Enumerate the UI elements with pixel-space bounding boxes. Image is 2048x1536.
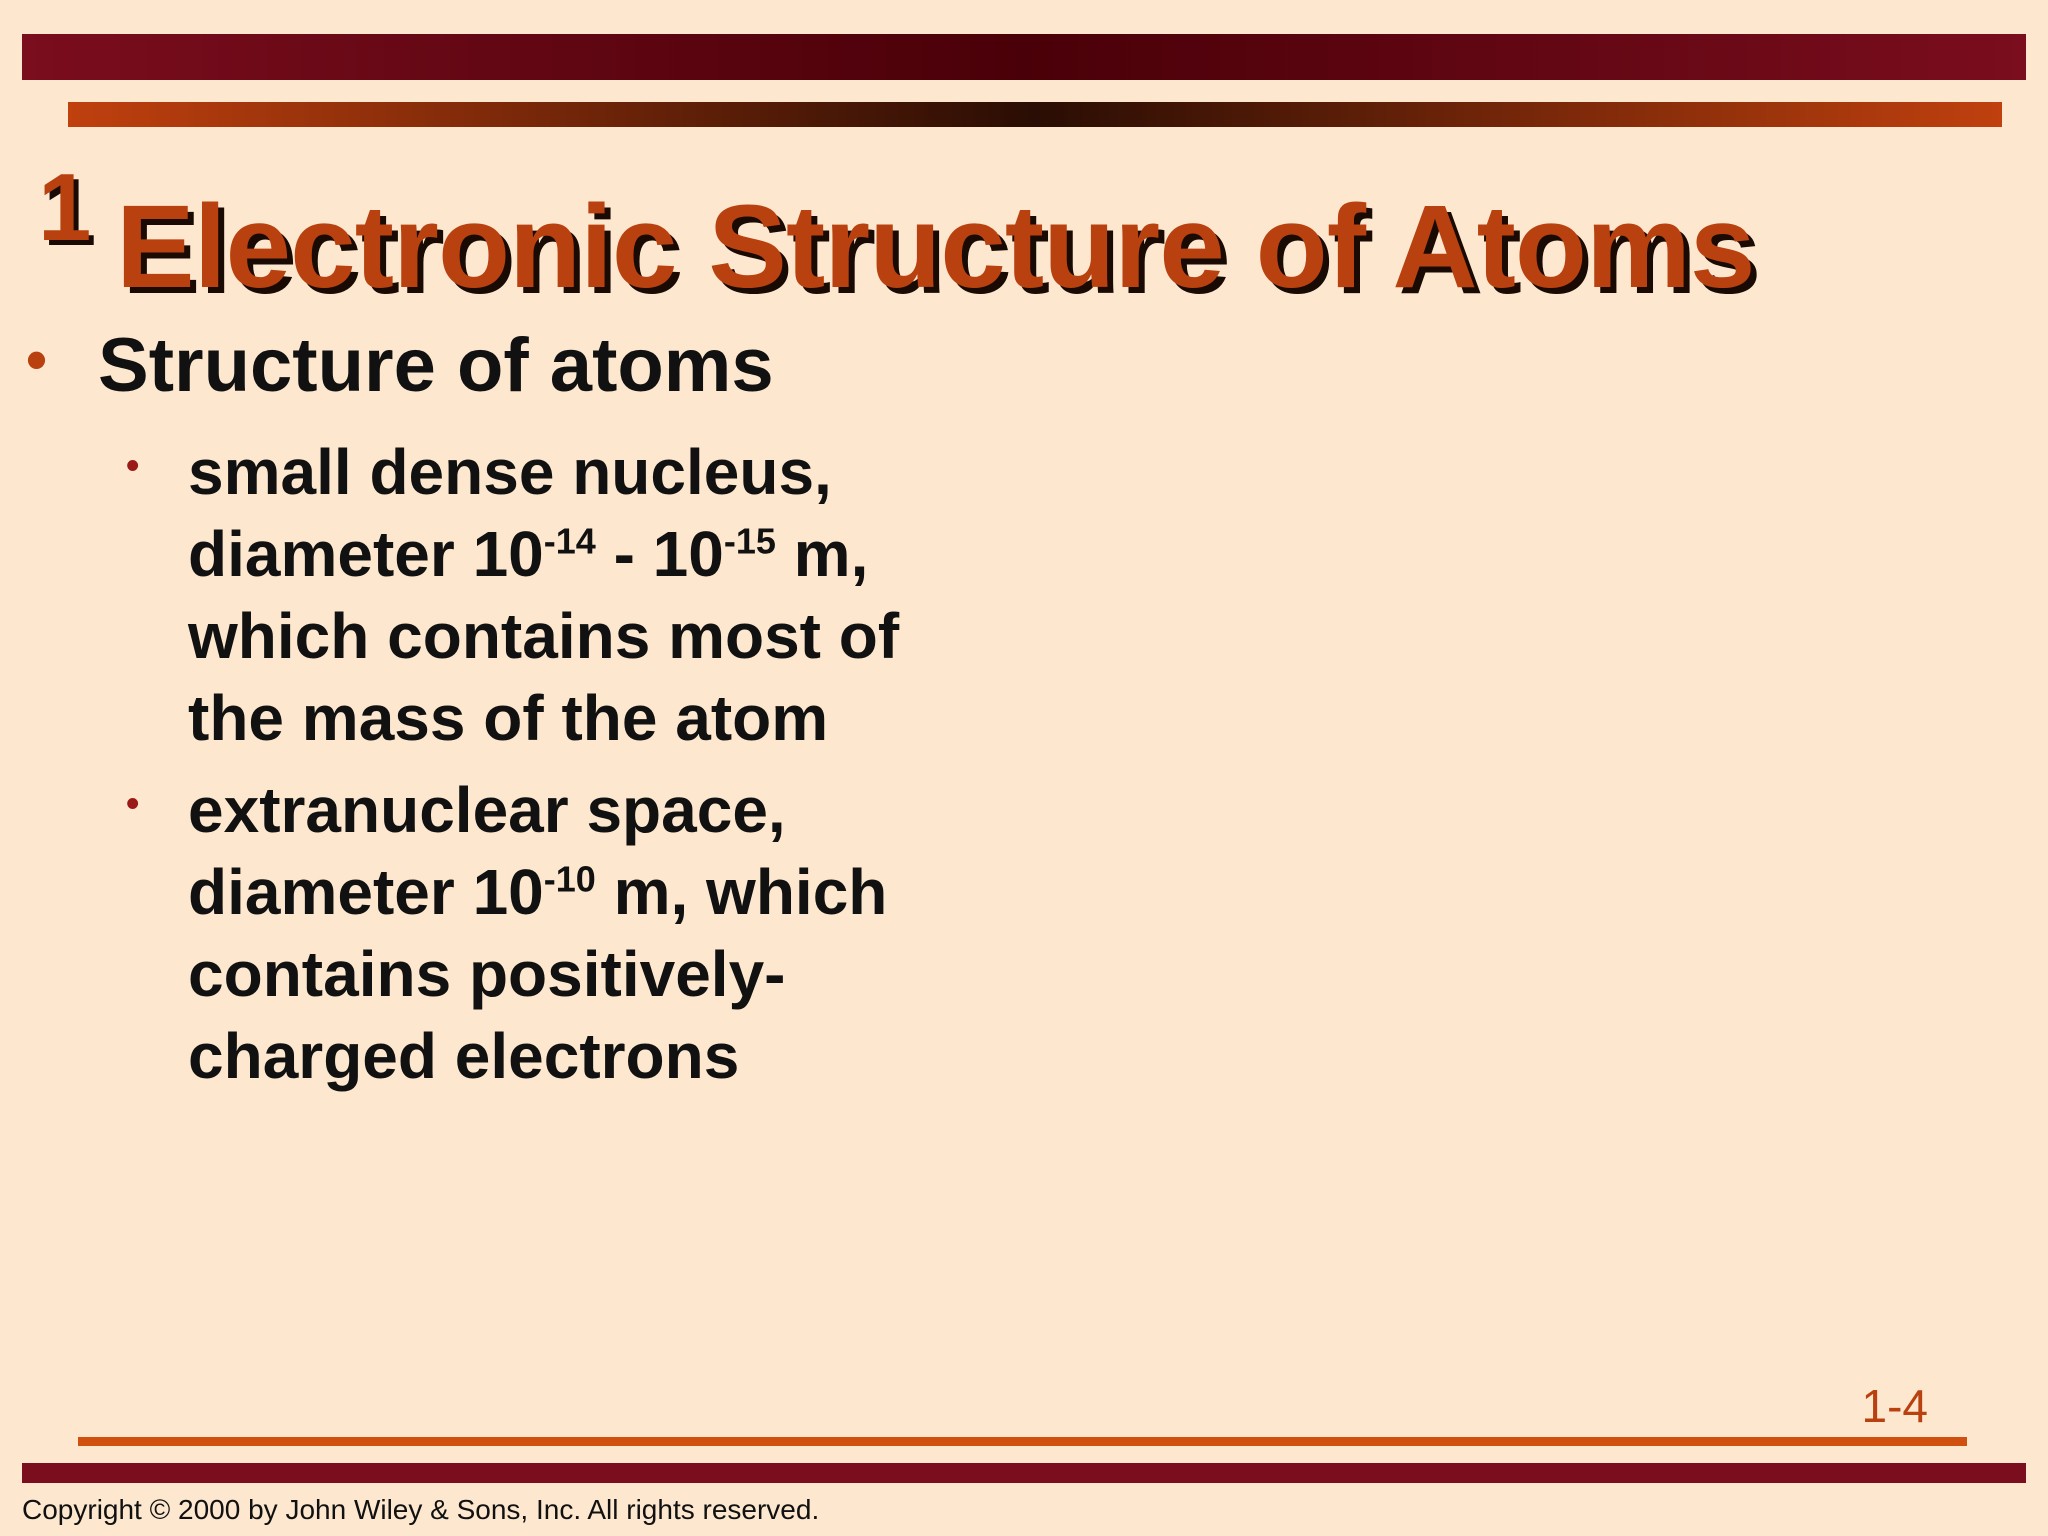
- nucleus-line-3: which contains most of: [188, 600, 900, 673]
- bullet-text: Structure of atoms: [98, 323, 774, 408]
- nucleus-range-text: - 10: [595, 518, 724, 591]
- bullet-structure-of-atoms: [0, 320, 1100, 411]
- chapter-number: 1: [38, 154, 92, 261]
- extranuclear-line-3: contains positively-: [188, 938, 786, 1011]
- bullet-dot-icon: •: [26, 326, 48, 393]
- copyright-notice: Copyright © 2000 by John Wiley & Sons, Inc. All rights reserved.: [22, 1494, 820, 1525]
- nucleus-diameter-text: diameter 10: [188, 518, 544, 591]
- bullet-list: [0, 320, 1100, 1107]
- nucleus-exponent-2: -15: [723, 520, 776, 562]
- nucleus-unit-text: m,: [775, 518, 869, 591]
- nucleus-exponent-1: -14: [543, 520, 596, 562]
- footer-dark-bar: [22, 1463, 2026, 1483]
- nucleus-line-4: the mass of the atom: [188, 682, 829, 755]
- sub-decorative-bar: [68, 102, 2002, 127]
- extranuclear-exponent: -10: [543, 858, 596, 900]
- sub-bullet-dot-icon: •: [126, 783, 140, 826]
- extranuclear-line-4: charged electrons: [188, 1020, 740, 1093]
- slide-title: Electronic Structure of Atoms: [116, 181, 1755, 313]
- page-number: 1-4: [1861, 1380, 1928, 1432]
- sub-bullet-extranuclear: [0, 769, 1100, 1097]
- sub-bullet-nucleus: [0, 431, 1100, 759]
- top-decorative-bar: [22, 34, 2026, 80]
- extranuclear-diameter-text: diameter 10: [188, 856, 544, 929]
- extranuclear-line-2: [188, 851, 1100, 933]
- footer-orange-rule: [78, 1437, 1967, 1446]
- nucleus-line-1: small dense nucleus,: [188, 436, 832, 509]
- extranuclear-unit-text: m, which: [595, 856, 888, 929]
- sub-bullet-dot-icon: •: [126, 445, 140, 488]
- sub-bullet-list: [0, 431, 1100, 1097]
- extranuclear-line-1: extranuclear space,: [188, 774, 786, 847]
- nucleus-line-2: [188, 513, 1100, 595]
